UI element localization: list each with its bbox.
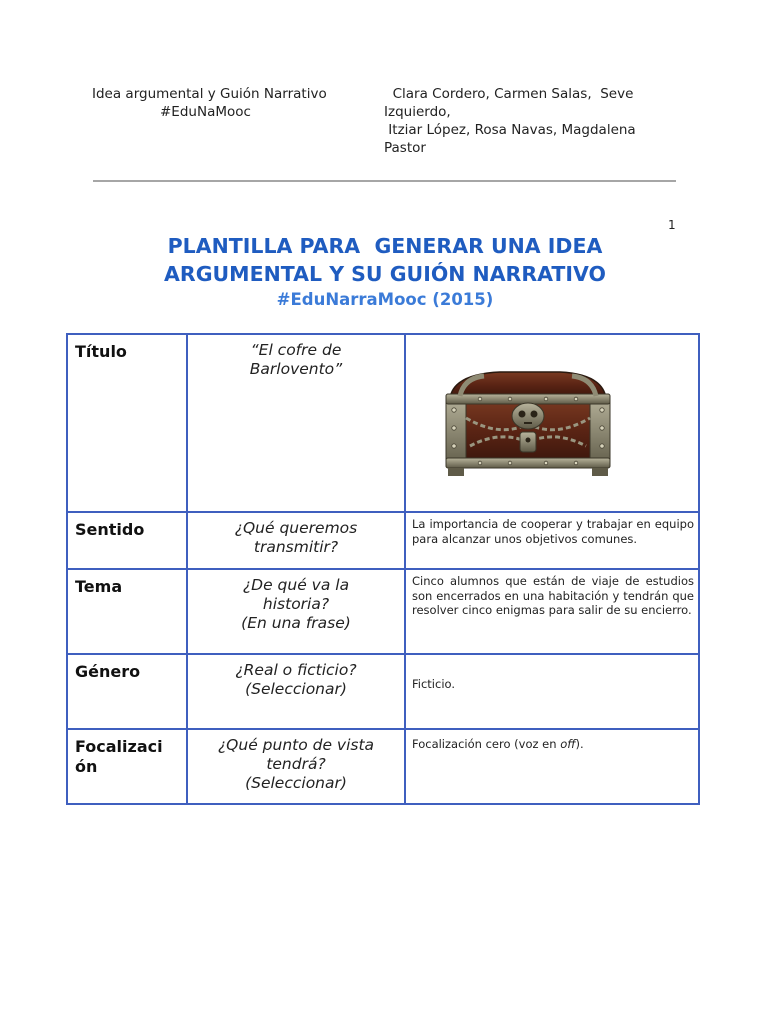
header-authors [384, 85, 674, 157]
cell-answer-sentido [405, 512, 699, 569]
question-sentido [188, 513, 404, 557]
header-doc-title [92, 85, 362, 121]
question-focalizacion-line-1: ¿Qué punto de vista [217, 736, 375, 754]
page-number: 1 [668, 218, 676, 232]
cell-label-genero [67, 654, 187, 729]
question-sentido-line-1: ¿Qué queremos [234, 519, 358, 537]
authors-line-4: Pastor [384, 140, 426, 156]
cell-label-focalizacion [67, 729, 187, 804]
page-title-line-2: ARGUMENTAL Y SU GUIÓN NARRATIVO [164, 262, 606, 286]
question-tema-line-1: ¿De qué va la [242, 576, 350, 594]
label-focalizacion [68, 730, 186, 777]
story-title-line-1: “El cofre de [250, 341, 342, 359]
question-genero [188, 655, 404, 699]
answer-sentido: La importancia de cooperar y trabajar en equipo para alcanzar unos objetivos comunes. [412, 517, 694, 546]
cell-label-titulo [67, 334, 187, 512]
cell-image-titulo [405, 334, 699, 512]
table-row-sentido [67, 512, 699, 569]
cell-answer-genero [405, 654, 699, 729]
question-sentido-line-2: transmitir? [253, 538, 339, 556]
header-hashtag: #EduNaMooc [160, 104, 251, 120]
answer-focalizacion-italic: off [560, 737, 576, 751]
question-tema [188, 570, 404, 633]
label-titulo: Título [75, 342, 127, 361]
question-focalizacion-line-2: tendrá? [266, 755, 326, 773]
page-title [100, 232, 670, 288]
authors-line-2: Izquierdo, [384, 104, 451, 120]
story-title [188, 335, 404, 379]
authors-line-3: Itziar López, Rosa Navas, Magdalena [384, 122, 636, 138]
cell-question-titulo [187, 334, 405, 512]
cell-label-tema [67, 569, 187, 654]
table-row-genero [67, 654, 699, 729]
table-row-titulo [67, 334, 699, 512]
label-genero: Género [75, 662, 141, 681]
label-focalizacion-line-1: Focalizaci [75, 737, 163, 756]
answer-tema: Cinco alumnos que están de viaje de estudios son encerrados en una habitación y tendrán que resolver cinco enigmas para salir de su encierro. [412, 574, 694, 617]
cell-question-tema [187, 569, 405, 654]
label-focalizacion-line-2: ón [75, 757, 98, 776]
answer-focalizacion-suffix: ). [575, 737, 584, 751]
header-doc-name: Idea argumental y Guión Narrativo [92, 86, 327, 102]
answer-genero: Ficticio. [412, 677, 456, 691]
header-divider [93, 180, 676, 182]
question-genero-line-1: ¿Real o ficticio? [235, 661, 357, 679]
authors-line-1: Clara Cordero, Carmen Salas, Seve [384, 86, 634, 102]
table-row-tema [67, 569, 699, 654]
question-focalizacion [188, 730, 404, 793]
table-row-focalizacion [67, 729, 699, 804]
cell-label-sentido [67, 512, 187, 569]
label-sentido: Sentido [75, 520, 145, 539]
template-table [66, 333, 700, 805]
page-title-line-1: PLANTILLA PARA GENERAR UNA IDEA [167, 234, 603, 258]
page-subtitle: #EduNarraMooc (2015) [276, 290, 494, 309]
treasure-chest-image [440, 368, 616, 478]
cell-answer-focalizacion [405, 729, 699, 804]
label-tema: Tema [75, 577, 123, 596]
story-title-line-2: Barlovento” [249, 360, 343, 378]
answer-focalizacion [406, 730, 698, 752]
question-tema-line-2: historia? [262, 595, 330, 613]
cell-question-sentido [187, 512, 405, 569]
cell-question-focalizacion [187, 729, 405, 804]
question-tema-line-3: (En una frase) [241, 614, 351, 632]
cell-question-genero [187, 654, 405, 729]
cell-answer-tema [405, 569, 699, 654]
answer-focalizacion-prefix: Focalización cero (voz en [412, 737, 561, 751]
question-focalizacion-line-3: (Seleccionar) [245, 774, 347, 792]
question-genero-line-2: (Seleccionar) [245, 680, 347, 698]
